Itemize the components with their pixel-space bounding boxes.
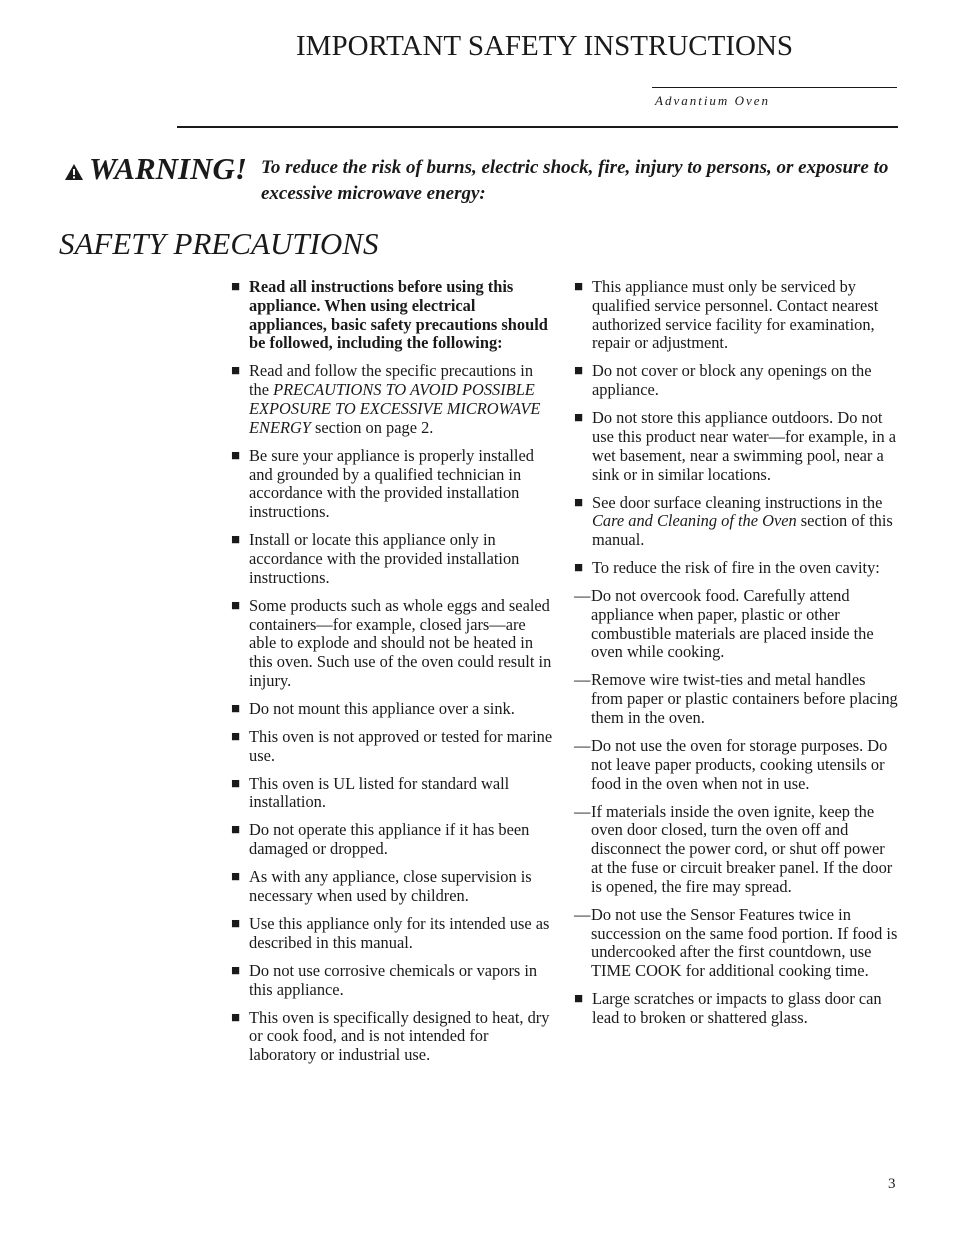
list-item: ■ Do not mount this appliance over a sink. <box>231 700 557 719</box>
list-item: ■ To reduce the risk of fire in the oven cavity: <box>574 559 900 578</box>
list-item: ■ Install or locate this appliance only in accordance with the provided installation instructions. <box>231 531 557 587</box>
sub-list-item: — Remove wire twist-ties and metal handles from paper or plastic containers before placing them in the oven. <box>574 670 898 728</box>
sub-list-item: — Do not use the oven for storage purposes. Do not leave paper products, cooking utensils or food in the oven when not in use. <box>574 736 888 793</box>
list-item: ■ Read and follow the specific precautions in the PRECAUTIONS TO AVOID POSSIBLE EXPOSURE TO EXCESSIVE MICROWAVE ENERGY section on page 2. <box>231 362 557 437</box>
list-item: ■ See door surface cleaning instructions in the Care and Cleaning of the Oven section of this manual. <box>574 494 900 550</box>
list-item: ■ Do not operate this appliance if it has been damaged or dropped. <box>231 821 557 859</box>
section-title: SAFETY PRECAUTIONS <box>59 226 379 261</box>
list-item: ■ This oven is not approved or tested for marine use. <box>231 728 557 766</box>
sub-list-item: — If materials inside the oven ignite, keep the oven door closed, turn the oven off and disconnect the power cord, or shut off power at the fuse or circuit breaker panel. If the door is opened, the fire may spread. <box>574 801 893 896</box>
header-rule <box>177 126 898 128</box>
warning-label <box>64 151 247 187</box>
sub-list-item: — Do not overcook food. Carefully attend appliance when paper, plastic or other combustible materials are placed inside the oven while cooking. <box>574 586 874 662</box>
sub-list-item: — Do not use the Sensor Features twice in succession on the same food portion. If food is undercooked after the first countdown, use TIME COOK for additional cooking time. <box>574 904 898 981</box>
page-title: IMPORTANT SAFETY INSTRUCTIONS <box>296 30 794 62</box>
list-item: ■ This oven is UL listed for standard wall installation. <box>231 775 557 813</box>
product-subtitle: Advantium Oven <box>655 93 771 108</box>
subtitle-rule <box>652 87 897 88</box>
list-item: ■ As with any appliance, close supervision is necessary when used by children. <box>231 868 557 906</box>
right-column <box>574 278 900 1037</box>
page-number: 3 <box>888 1176 896 1192</box>
left-column <box>231 278 557 1074</box>
list-item: ■ Use this appliance only for its intended use as described in this manual. <box>231 915 557 953</box>
list-item: ■ Do not cover or block any openings on the appliance. <box>574 362 900 400</box>
list-item: ■ Large scratches or impacts to glass door can lead to broken or shattered glass. <box>574 990 900 1028</box>
list-item: ■ This oven is specifically designed to heat, dry or cook food, and is not intended for laboratory or industrial use. <box>231 1009 557 1065</box>
warning-label-text: WARNING! <box>89 151 247 186</box>
list-item: ■ Do not use corrosive chemicals or vapors in this appliance. <box>231 962 557 1000</box>
warning-text: To reduce the risk of burns, electric shock, fire, injury to persons, or exposure to excessive microwave energy: <box>261 157 889 204</box>
warning-triangle-icon <box>64 163 84 181</box>
list-item: ■ Be sure your appliance is properly installed and grounded by a qualified technician in accordance with the provided installation instructions. <box>231 447 557 522</box>
list-item: ■ Do not store this appliance outdoors. Do not use this product near water—for example, in a wet basement, near a swimming pool, near a sink or in similar locations. <box>574 409 900 484</box>
list-item: ■ Read all instructions before using this appliance. When using electrical appliances, basic safety precautions should be followed, including the following: <box>231 278 557 353</box>
list-item: ■ Some products such as whole eggs and sealed containers—for example, closed jars—are able to explode and should not be heated in this oven. Such use of the oven could result in injury. <box>231 597 557 691</box>
list-item: ■ This appliance must only be serviced by qualified service personnel. Contact nearest authorized service facility for examination, repair or adjustment. <box>574 278 900 353</box>
